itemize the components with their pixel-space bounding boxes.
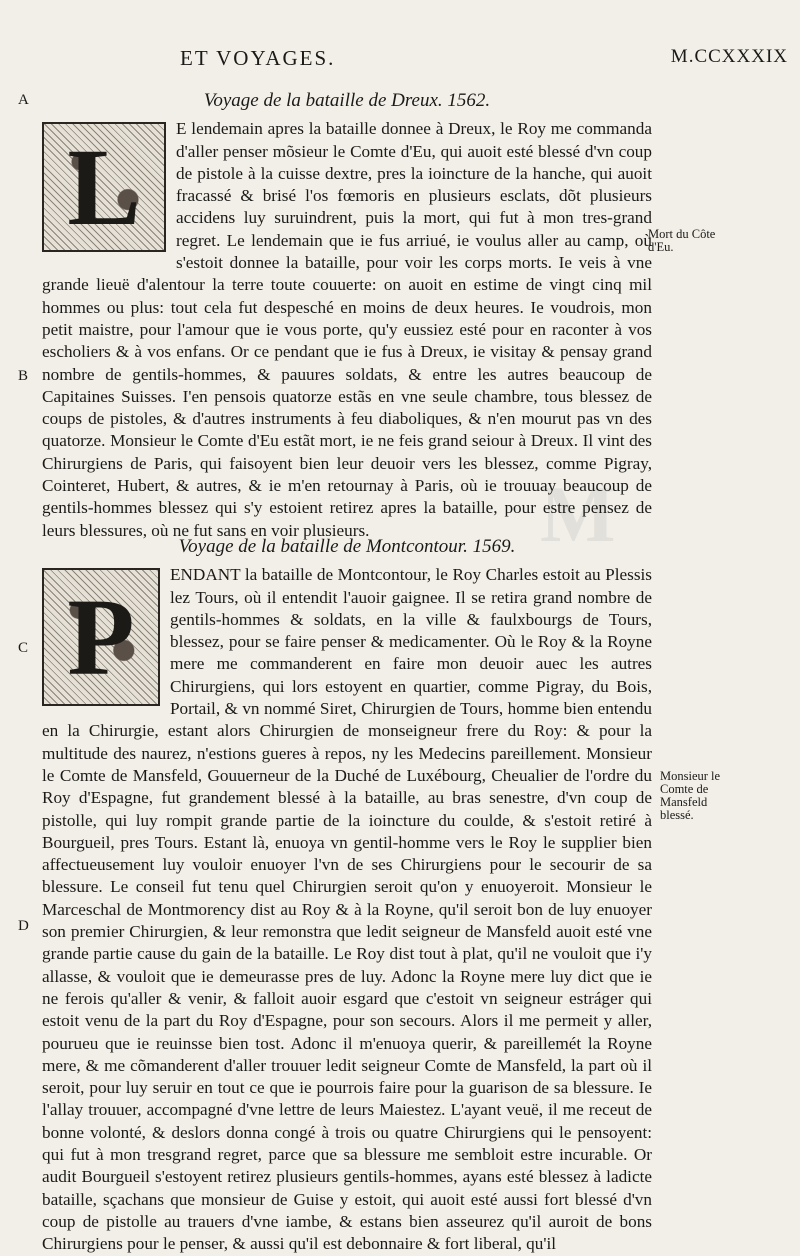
section-title: Voyage de la bataille de Dreux. 1562. [203, 90, 491, 111]
ornate-initial-p: P [42, 568, 160, 706]
margin-note-mansfeld: Monsieur le Comte de Mansfeld blessé. [660, 769, 721, 822]
section-letter-b: B [18, 368, 29, 384]
margin-note-eu: Mort du Côte d'Eu. [648, 227, 716, 254]
section-letter-c: C [18, 640, 29, 656]
ornate-initial-l: L [42, 122, 166, 252]
running-title: ET VOYAGES. [180, 46, 336, 70]
page-header [180, 46, 788, 71]
section-letter-d: D [18, 918, 29, 934]
section-dreux [42, 90, 652, 542]
section-paragraph: ENDANT la bataille de Montcontour, le Roy Charles estoit au Plessis lez Tours, où il entendit l'auoir gaignee. Il se retira grand nombre de gentils-hommes & soldats, en la ville & faulxbourgs de Tours, blessez, pour se faire penser & medicamenter. Où le Roy & la Royne mere me commanderent en faire mon deuoir auec les autres Chirurgiens, qui lors estoyent en quartier, comme Pigray, du Bois, Portail, & vn nommé Siret, Chirurgien de Tours, homme bien entendu en la Chirurgie, estant alors Chirurgien de monseigneur frere du Roy: & pour la multitude des naurez, n'estions gueres à repos, ny les Medecins pareillement. Monsieur le Comte de Mansfeld, Gouuerneur de la Duché de Luxébourg, Cheualier de l'ordre du Roy d'Espagne, fut grandement blessé à la bataille, au bras senestre, d'vn coup de pistolle, qui luy rompit grande partie de la ioincture du coulde, & s'estoit retiré à Bourgueil, pres Tours. Estant là, enuoya vn gentil-homme vers le Roy le supplier bien affectueusement luy vouloir enuoyer l'vn de ses Chirurgiens pour le secourir de sa blessure. Le conseil fut tenu quel Chirurgien seroit qu'on y enuoyeroit. Monsieur le Marceschal de Montmorency dist au Roy & à la Royne, qu'il seroit bon de luy enuoyer son premier Chirurgien, & leur remonstra que ledit seigneur de Mansfeld auoit esté vne grande partie cause du gain de la bataille. Le Roy dist tout à plat, qu'il ne vouloit que i'y allasse, & vouloit que ie demeurasse pres de luy. Adonc la Royne mere luy dict que ie ne ferois qu'aller & venir, & falloit auoir esgard que c'estoit vn seigneur estráger qui estoit venu de la part du Roy d'Espagne, pour son secours. Alors il me permeit y aller, pourueu que ie reuinsse bien tost. Adonc il m'enuoya querir, & pareillemét la Royne mere, & me cõmanderent d'aller trouuer ledit seigneur Comte de Mansfeld, la part où il seroit, pour luy seruir en tout ce que ie pourrois faire pour la guarison de sa blessure. Ie l'allay trouuer, accompagné d'vne lettre de leurs Maiestez. L'ayant veuë, il me receut de bonne volonté, & deslors donna congé à trois ou quatre Chirurgiens qui le pensoyent: qui fut à mon tresgrand regret, parce que sa blessure me sembloit estre incurable. Or audit Bourgueil s'estoyent retirez plusieurs gentils-hommes, ayans esté blessez à ladicte bataille, sçachans que monsieur de Guise y estoit, qui auoit esté aussi fort blessé d'vn coup de pistolle au trauers d'vne iambe, & estans bien asseurez qu'il auroit de bons Chirurgiens pour le penser, & aussi qu'il est debonnaire & fort liberal, qu'il [42, 565, 652, 1254]
bleed-through: M [540, 471, 616, 559]
section-paragraph: E lendemain apres la bataille donnee à Dreux, le Roy me commanda d'aller penser mõsieur le Comte d'Eu, qui auoit esté blessé d'vn coup de pistole à la cuisse dextre, pres la ioincture de la hanche, qui auoit fracassé & brisé l'os fœmoris en plusieurs esclats, dõt plusieurs accidens luy suruindrent, puis la mort, qui fut à mon tres-grand regret. Le lendemain que ie fus arriué, ie voulus aller au camp, où s'estoit donnee la bataille, pour voir les corps morts. Ie veis à vne grande lieuë d'alentour la terre toute couuerte: on auoit en estime de vingt cinq mil hommes ou plus: tout cela fut despesché en moins de deux heures. Ie voudrois, mon petit maistre, pour l'amour que ie vous porte, qu'y eussiez esté pour en raconter à vos escholiers & à vos enfans. Or ce pendant que ie fus à Dreux, ie visitay & pensay grand nombre de gentils-hommes, & pauures soldats, & entre les autres beaucoup de Capitaines Suisses. I'en pensois quatorze estãs en vne seule chambre, tous blessez de coups de pistoles, & d'autres instruments à feu diaboliques, & n'en mourut pas vn des quatorze. Monsieur le Comte d'Eu estãt mort, ie ne feis grand seiour à Dreux. Il vint des Chirurgiens de Paris, qui faisoyent bien leur deuoir vers les blessez, comme Pigray, Cointeret, Hubert, & autres, & ie m'en retournay à Paris, où ie trouuay beaucoup de gentils-hommes blessez qui s'y estoient retirez apres la bataille, pour estre pensez de leurs blessures, où ne fut sans en voir plusieurs. [42, 119, 652, 540]
section-montcontour [42, 536, 652, 1256]
folio-number: M.CCXXXIX [670, 46, 788, 67]
section-letter-a: A [18, 92, 29, 108]
section-title: Voyage de la bataille de Montcontour. 1569. [178, 536, 516, 557]
